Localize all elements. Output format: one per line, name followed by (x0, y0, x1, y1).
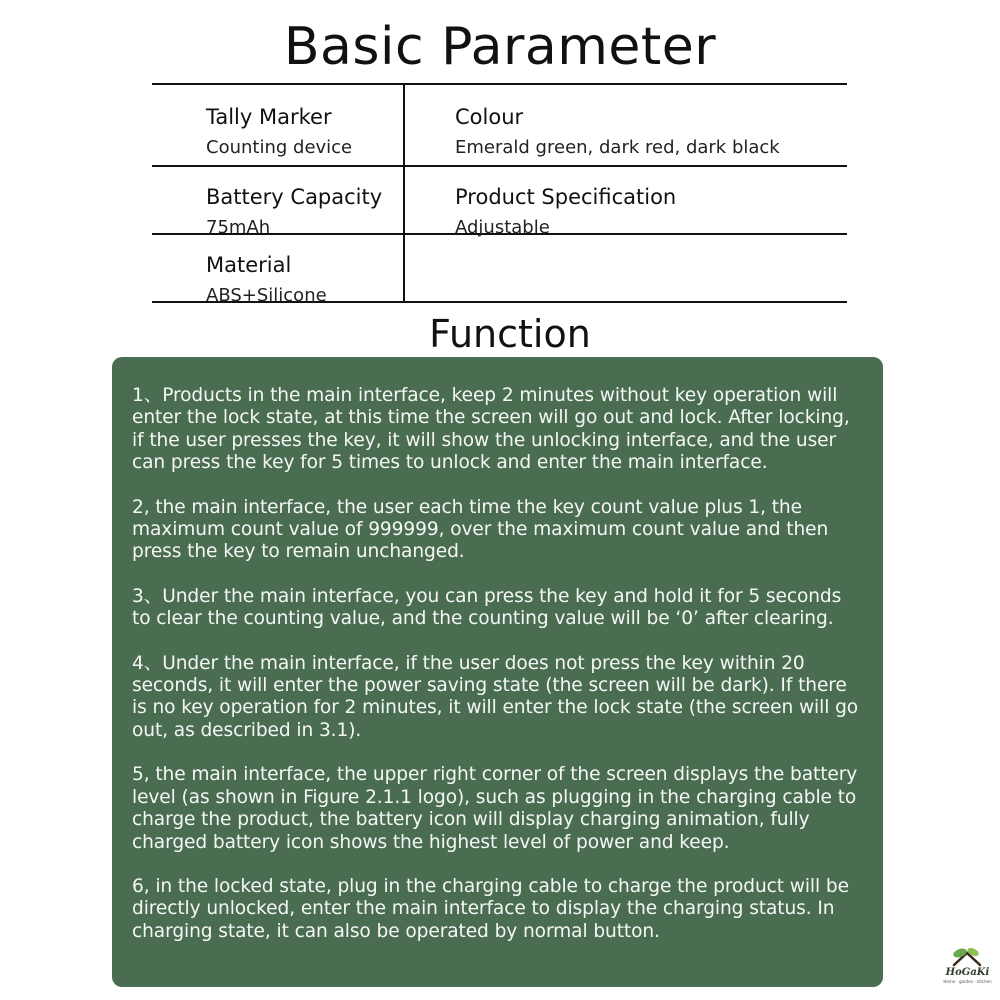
function-item: 3、Under the main interface, you can press the key and hold it for 5 seconds to clear the counting value, and the counting value will be ‘0’ after clearing. (132, 585, 842, 630)
function-item: 5, the main interface, the upper right corner of the screen displays the battery level (as shown in Figure 2.1.1 logo), such as plugging in the charging cable to charge the product, the battery icon will display charging animation, fully charged battery icon shows the highest level of power and keep. (132, 764, 858, 853)
parameter-cell (405, 85, 847, 165)
parameter-row (152, 235, 847, 306)
parameter-label: Battery Capacity (206, 185, 383, 209)
parameter-cell (405, 167, 847, 238)
function-item: 1、Products in the main interface, keep 2 minutes without key operation will enter the lock state, at this time the screen will go out and lock. After locking, if the user presses the key, it will show the unlocking interface, and the user can press the key for 5 times to unlock and enter the main interface. (132, 385, 850, 474)
logo-wordmark: HoGaKi (945, 967, 990, 978)
function-item: 4、Under the main interface, if the user does not press the key within 20 seconds, it will enter the power saving state (the screen will be dark). If there is no key operation for 2 minutes, it will enter the lock state (the screen will go out, as described in 3.1). (132, 652, 859, 741)
parameter-value: Adjustable (455, 217, 550, 238)
parameter-label: Colour (455, 105, 524, 129)
parameter-label: Product Specification (455, 185, 677, 209)
parameter-table (152, 83, 847, 306)
parameter-value: Counting device (206, 137, 353, 158)
parameter-cell (405, 235, 847, 301)
parameter-value: Emerald green, dark red, dark black (455, 137, 780, 158)
parameter-label: Material (206, 253, 292, 277)
page-title: Basic Parameter (283, 17, 717, 77)
parameter-value: ABS+Silicone (206, 285, 327, 306)
parameter-row (152, 85, 847, 167)
parameter-row (152, 167, 847, 238)
function-panel (112, 357, 883, 987)
function-title: Function (429, 312, 591, 356)
function-item: 6, in the locked state, plug in the charging cable to charge the product will be directly unlocked, enter the main interface to display the charging status. In charging state, it can also be operated by normal button. (132, 875, 849, 942)
parameter-label: Tally Marker (206, 105, 332, 129)
logo-tagline: Home · garden · kitchen (943, 979, 992, 984)
parameter-value: 75mAh (206, 217, 271, 238)
parameter-cell (152, 167, 405, 238)
parameter-cell (152, 235, 405, 306)
parameter-cell (152, 85, 405, 165)
brand-logo (940, 945, 995, 990)
function-item: 2, the main interface, the user each time the key count value plus 1, the maximum count value of 999999, over the maximum count value and then press the key to remain unchanged. (132, 496, 829, 563)
house-leaf-icon (940, 945, 995, 969)
